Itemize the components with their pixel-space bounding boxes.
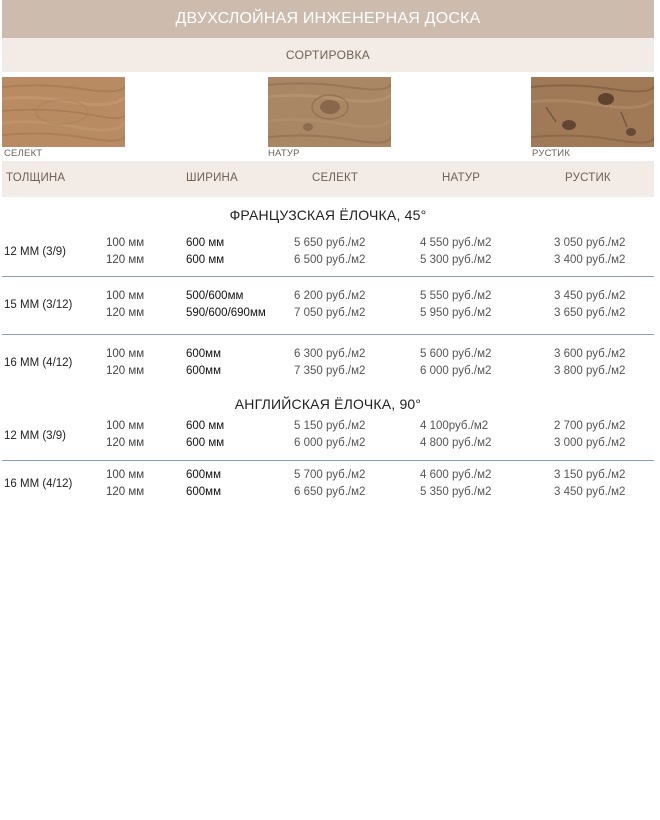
row-price-rustic: 3 650 руб./м2 (554, 307, 626, 319)
sorting-bar (2, 38, 654, 72)
row-price-select: 6 650 руб./м2 (294, 486, 366, 498)
row-price-natur: 5 300 руб./м2 (420, 254, 492, 266)
row-price-select: 7 350 руб./м2 (294, 365, 366, 377)
row-price-natur: 6 000 руб./м2 (420, 365, 492, 377)
row-width: 600мм (186, 365, 221, 377)
row-price-rustic: 3 000 руб./м2 (554, 437, 626, 449)
row-size: 100 мм (106, 290, 145, 302)
row-thickness: 16 ММ (4/12) (4, 357, 73, 369)
row-width: 590/600/690мм (186, 307, 266, 319)
swatch-select-image (2, 77, 125, 147)
row-price-natur: 5 950 руб./м2 (420, 307, 492, 319)
row-width: 500/600мм (186, 290, 244, 302)
row-size: 100 мм (106, 237, 145, 249)
row-price-select: 5 150 руб./м2 (294, 420, 366, 432)
row-price-select: 5 700 руб./м2 (294, 469, 366, 481)
row-divider (2, 334, 654, 335)
column-header-rustic: РУСТИК (565, 172, 611, 184)
column-header-thickness: ТОЛЩИНА (6, 172, 66, 184)
row-price-select: 7 050 руб./м2 (294, 307, 366, 319)
row-price-rustic: 3 450 руб./м2 (554, 486, 626, 498)
row-price-rustic: 3 050 руб./м2 (554, 237, 626, 249)
section-title-english: АНГЛИЙСКАЯ ЁЛОЧКА, 90° (234, 396, 422, 412)
column-header-select: СЕЛЕКТ (312, 172, 359, 184)
row-divider (2, 460, 654, 461)
swatch-natur-label: НАТУР (268, 148, 300, 159)
row-thickness: 12 ММ (3/9) (4, 430, 66, 442)
row-price-natur: 4 800 руб./м2 (420, 437, 492, 449)
row-price-select: 6 200 руб./м2 (294, 290, 366, 302)
row-price-rustic: 3 400 руб./м2 (554, 254, 626, 266)
row-price-rustic: 2 700 руб./м2 (554, 420, 626, 432)
row-width: 600мм (186, 348, 221, 360)
row-price-rustic: 3 150 руб./м2 (554, 469, 626, 481)
row-width: 600 мм (186, 237, 225, 249)
row-size: 100 мм (106, 469, 145, 481)
swatch-rustic-image (531, 77, 654, 147)
row-width: 600 мм (186, 437, 225, 449)
column-header-width: ШИРИНА (186, 172, 238, 184)
row-price-rustic: 3 800 руб./м2 (554, 365, 626, 377)
row-size: 100 мм (106, 348, 145, 360)
row-size: 120 мм (106, 486, 145, 498)
swatch-natur-image (268, 77, 391, 147)
row-price-natur: 4 100руб./м2 (420, 420, 489, 432)
row-thickness: 12 ММ (3/9) (4, 246, 66, 258)
row-price-select: 6 300 руб./м2 (294, 348, 366, 360)
column-header-natur: НАТУР (442, 172, 481, 184)
section-title-french: ФРАНЦУЗСКАЯ ЁЛОЧКА, 45° (229, 207, 427, 223)
title-bar (2, 0, 654, 38)
row-size: 120 мм (106, 307, 145, 319)
sorting-label: СОРТИРОВКА (285, 48, 371, 62)
row-price-select: 5 650 руб./м2 (294, 237, 366, 249)
row-size: 120 мм (106, 365, 145, 377)
row-price-natur: 5 550 руб./м2 (420, 290, 492, 302)
row-divider (2, 276, 654, 277)
swatch-rustic-label: РУСТИК (532, 148, 571, 159)
row-thickness: 16 ММ (4/12) (4, 478, 73, 490)
row-price-natur: 5 350 руб./м2 (420, 486, 492, 498)
row-price-natur: 5 600 руб./м2 (420, 348, 492, 360)
row-width: 600 мм (186, 420, 225, 432)
row-thickness: 15 ММ (3/12) (4, 299, 73, 311)
row-width: 600мм (186, 486, 221, 498)
row-price-select: 6 500 руб./м2 (294, 254, 366, 266)
row-size: 100 мм (106, 420, 145, 432)
row-price-natur: 4 550 руб./м2 (420, 237, 492, 249)
page-title: ДВУХСЛОЙНАЯ ИНЖЕНЕРНАЯ ДОСКА (175, 10, 481, 27)
row-size: 120 мм (106, 254, 145, 266)
row-width: 600мм (186, 469, 221, 481)
row-price-rustic: 3 450 руб./м2 (554, 290, 626, 302)
row-price-natur: 4 600 руб./м2 (420, 469, 492, 481)
row-size: 120 мм (106, 437, 145, 449)
row-width: 600 мм (186, 254, 225, 266)
row-price-select: 6 000 руб./м2 (294, 437, 366, 449)
swatch-select-label: СЕЛЕКТ (4, 148, 43, 159)
row-price-rustic: 3 600 руб./м2 (554, 348, 626, 360)
